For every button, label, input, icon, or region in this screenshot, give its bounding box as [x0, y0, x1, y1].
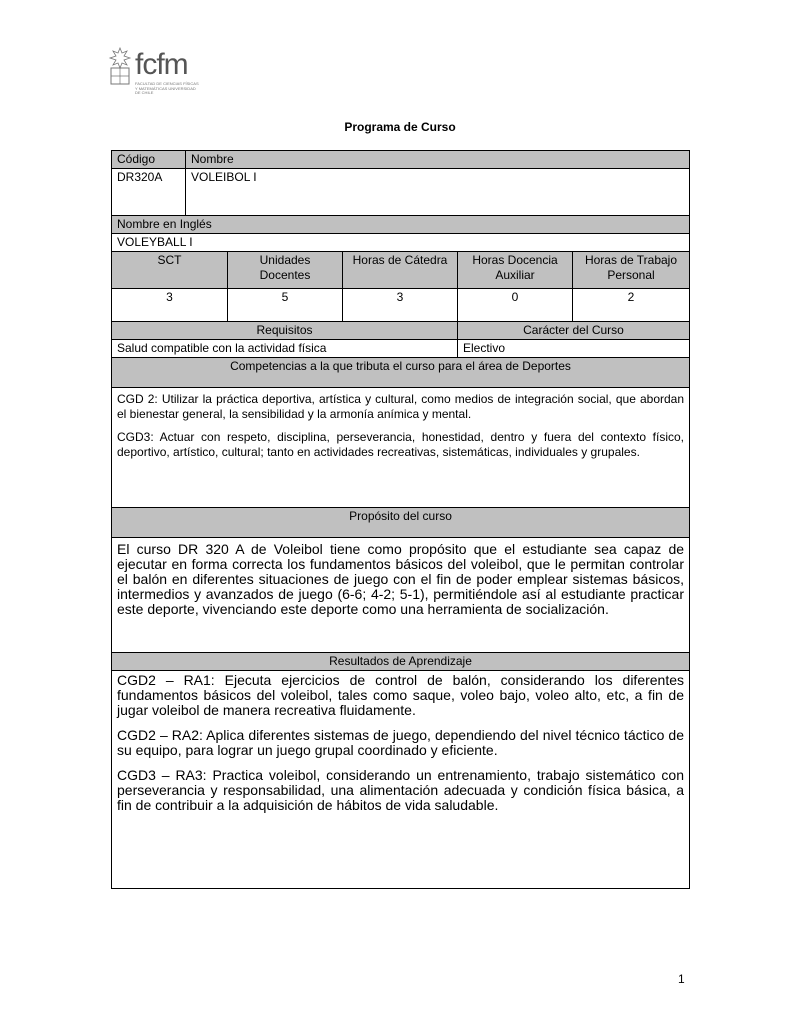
hours-value-unidades: 5 — [228, 289, 343, 322]
logo-subtitle: FACULTAD DE CIENCIAS FÍSICAS Y MATEMÁTICAS UNIVERSIDAD DE CHILE — [135, 81, 199, 95]
requisitos-label: Requisitos — [112, 322, 458, 340]
hours-value-auxiliar: 0 — [458, 289, 573, 322]
codigo-value: DR320A — [112, 169, 186, 216]
proposito-content — [112, 538, 690, 653]
hours-value-personal: 2 — [573, 289, 690, 322]
hours-value-sct: 3 — [112, 289, 228, 322]
resultado-item: CGD2 – RA1: Ejecuta ejercicios de control de balón, considerando los diferentes fundamentos básicos del voleibol, tales como saque, voleo bajo, voleo alto, etc, a fin de jugar voleibol de manera recreativa fluidamente. — [117, 672, 685, 718]
competencias-content — [112, 388, 690, 508]
codigo-label: Código — [112, 151, 186, 169]
document-title: Programa de Curso — [344, 120, 456, 134]
university-seal-icon — [108, 46, 132, 86]
requisitos-value: Salud compatible con la actividad física — [112, 340, 458, 358]
proposito-label: Propósito del curso — [112, 508, 690, 538]
page-number: 1 — [678, 972, 685, 986]
competencia-item: CGD 2: Utilizar la práctica deportiva, artística y cultural, como medios de integración social, que abordan el bienestar general, la sensibilidad y la armonía anímica y mental. — [117, 392, 685, 421]
hours-header-catedra: Horas de Cátedra — [343, 252, 458, 289]
resultado-item: CGD3 – RA3: Practica voleibol, considerando un entrenamiento, trabajo sistemático con perseverancia y responsabilidad, una alimentación adecuada y condición física básica, a fin de contribuir a la adquisición de hábitos de vida saludable. — [117, 767, 685, 813]
hours-value-catedra: 3 — [343, 289, 458, 322]
ingles-value: VOLEYBALL I — [112, 234, 690, 252]
resultados-content — [112, 671, 690, 889]
caracter-value: Electivo — [458, 340, 690, 358]
course-table — [111, 150, 690, 889]
nombre-label: Nombre — [186, 151, 690, 169]
hours-header-auxiliar: Horas Docencia Auxiliar — [458, 252, 573, 289]
hours-header-personal: Horas de Trabajo Personal — [573, 252, 690, 289]
competencia-item: CGD3: Actuar con respeto, disciplina, perseverancia, honestidad, dentro y fuera del contexto físico, deportivo, artístico, cultural; tanto en actividades recreativas, sistemáticas, individuales y grupales. — [117, 430, 685, 459]
competencias-label: Competencias a la que tributa el curso para el área de Deportes — [112, 358, 690, 388]
logo-wordmark: fcfm — [135, 48, 188, 81]
resultado-item: CGD2 – RA2: Aplica diferentes sistemas de juego, dependiendo del nivel técnico táctico de su equipo, para lograr un juego grupal coordinado y eficiente. — [117, 727, 685, 758]
proposito-text: El curso DR 320 A de Voleibol tiene como propósito que el estudiante sea capaz de ejecutar en forma correcta los fundamentos básicos del voleibol, que le permitan controlar el balón en diferentes situaciones de juego con el fin de poder emplear sistemas básicos, intermedios y avanzados de juego (6-6; 4-2; 5-1), permitiéndole así al estudiante practicar este deporte, vivenciando este deporte como una herramienta de socialización. — [117, 541, 685, 617]
hours-header-sct: SCT — [112, 252, 228, 289]
resultados-label: Resultados de Aprendizaje — [112, 653, 690, 671]
hours-header-unidades: Unidades Docentes — [228, 252, 343, 289]
nombre-value: VOLEIBOL I — [186, 169, 690, 216]
fcfm-logo — [108, 42, 198, 102]
caracter-label: Carácter del Curso — [458, 322, 690, 340]
ingles-label: Nombre en Inglés — [112, 216, 690, 234]
